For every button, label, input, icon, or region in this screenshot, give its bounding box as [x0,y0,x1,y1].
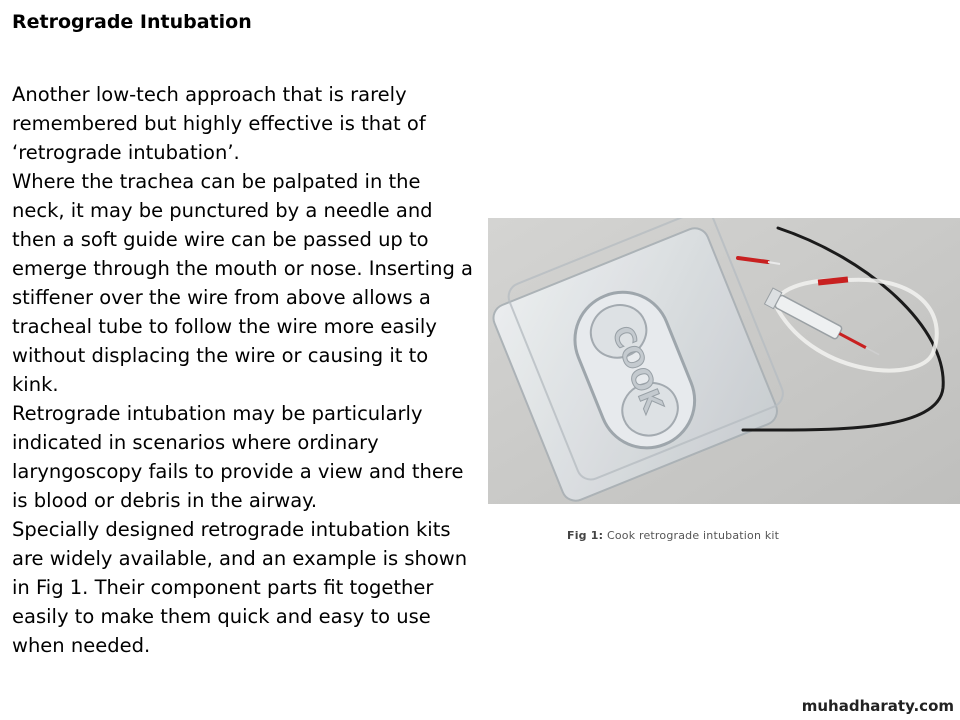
text-line: easily to make them quick and easy to use [12,605,431,628]
slide-title: Retrograde Intubation [12,11,252,33]
text-line: indicated in scenarios where ordinary [12,431,379,454]
paragraph-technique [12,167,482,399]
paragraph-kits [12,515,482,660]
kit-photo [488,218,960,504]
caption-label: Fig 1: [567,529,604,542]
caption-text: Cook retrograde intubation kit [606,529,780,542]
text-line: then a soft guide wire can be passed up to [12,228,429,251]
text-line: stiffener over the wire from above allows a [12,286,431,309]
text-line: remembered but highly effective is that of [12,112,426,135]
text-line: without displacing the wire or causing it to [12,344,429,367]
text-line: kink. [12,373,59,396]
text-line: emerge through the mouth or nose. Inserting a [12,257,473,280]
text-line: is blood or debris in the airway. [12,489,318,512]
text-line: are widely available, and an example is shown [12,547,468,570]
figure-caption [567,529,779,542]
text-line: Retrograde intubation may be particularly [12,402,423,425]
text-line: laryngoscopy fails to provide a view and there [12,460,464,483]
tray-embossed-text: COOK [605,321,670,417]
text-line: neck, it may be punctured by a needle and [12,199,433,222]
text-line: in Fig 1. Their component parts fit together [12,576,434,599]
text-line: Another low-tech approach that is rarely [12,83,407,106]
text-line: ‘retrograde intubation’. [12,141,240,164]
paragraph-indications [12,399,482,515]
body-text [12,80,482,660]
text-line: Where the trachea can be palpated in the [12,170,421,193]
paragraph-intro [12,80,482,167]
kit-illustration [488,218,960,504]
watermark: muhadharaty.com [801,697,954,715]
text-line: when needed. [12,634,151,657]
text-line: Specially designed retrograde intubation kits [12,518,451,541]
text-line: tracheal tube to follow the wire more easily [12,315,437,338]
